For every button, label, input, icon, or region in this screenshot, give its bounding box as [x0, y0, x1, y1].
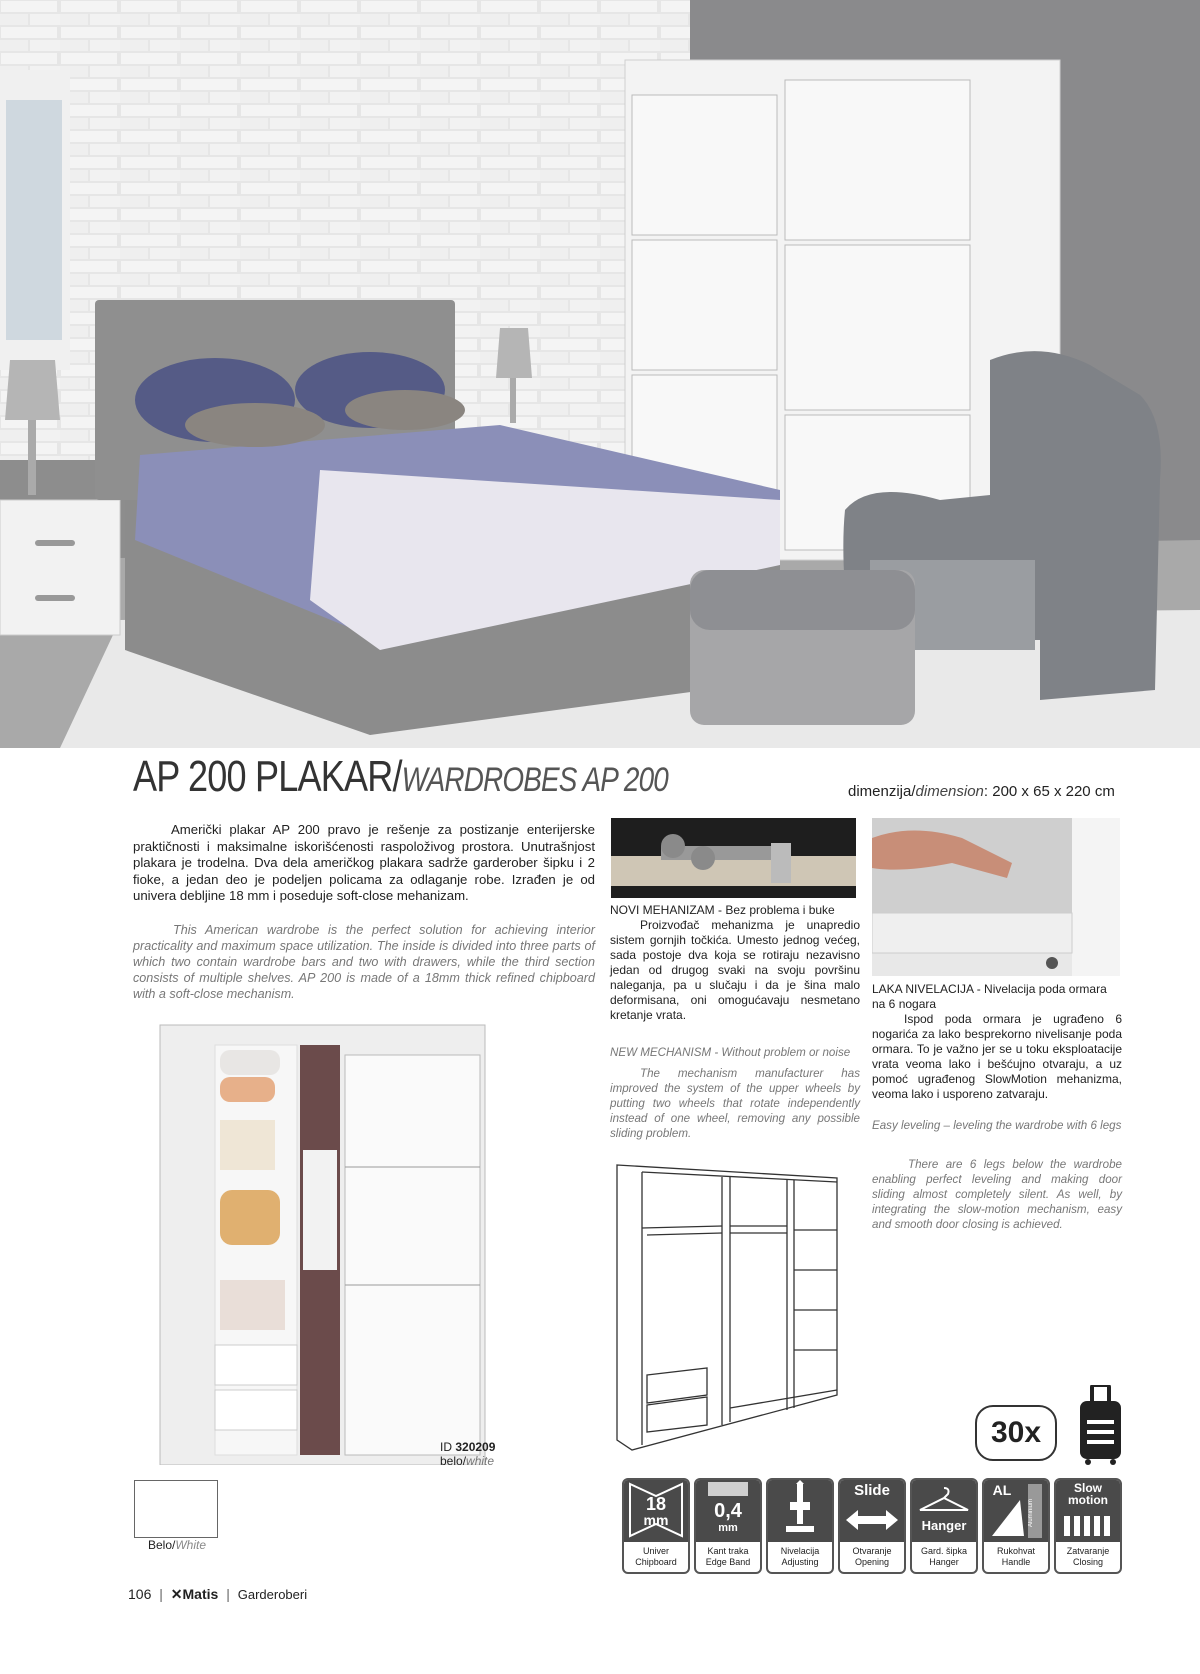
- wardrobe-illustration: [155, 1015, 490, 1465]
- page-title: [133, 752, 785, 808]
- slide-opening-label: Otvaranje Opening: [852, 1546, 892, 1567]
- dimension-label-en: dimension: [915, 783, 984, 800]
- chipboard-label: Univer Chipboard: [635, 1546, 677, 1567]
- feature-hanger: [910, 1478, 978, 1574]
- page-number: 106: [128, 1586, 152, 1602]
- hanger-icon: [912, 1480, 976, 1542]
- feature-slide-opening: [838, 1478, 906, 1574]
- edge-band-value: 0,4: [714, 1500, 742, 1522]
- dimension-value: : 200 x 65 x 220 cm: [983, 783, 1115, 800]
- suitcase-icon: [1078, 1385, 1123, 1465]
- bedroom-illustration: [0, 0, 1200, 748]
- title-sub: WARDROBES AP 200: [401, 761, 668, 799]
- feature-chipboard: [622, 1478, 690, 1574]
- slow-motion-label: Zatvaranje Closing: [1066, 1546, 1110, 1567]
- leveling-text-en: There are 6 legs below the wardrobe enabling perfect leveling and making door sliding almost completely silent. As well, by integrating the slow-motion mechanism, easy and smooth door closing is achieved.: [872, 1158, 1122, 1231]
- leveling-title-en: Easy leveling – leveling the wardrobe with 6 legs: [872, 1119, 1122, 1132]
- hero-bedroom-photo: [0, 0, 1200, 748]
- chipboard-unit: mm: [643, 1512, 669, 1528]
- warranty-30x-badge: 30x: [975, 1405, 1057, 1461]
- slide-opening-icon: [840, 1480, 904, 1542]
- title-main: AP 200 PLAKAR/: [133, 752, 402, 801]
- feature-adjusting: [766, 1478, 834, 1574]
- intro-text-sr: Američki plakar AP 200 pravo je rešenje za postizanje enterijerske praktičnosti i maksimalne iskorišćenosti raspoloživog prostora. Unutrašnjost plakara je trodelna. Dva dela američkog plakara sadrže garderober šipku i 2 fioke, a jedan deo je podeljen policama za odlaganje robe. Izrađen je od univera debljine 18 mm i poseduje soft-close mehanizam.: [133, 822, 595, 903]
- edge-band-unit: mm: [718, 1522, 738, 1534]
- product-color-label: belo/: [440, 1454, 467, 1468]
- section-name: Garderoberi: [237, 1587, 308, 1602]
- wardrobe-product-photo: [155, 1015, 490, 1465]
- mechanism-text-en: The mechanism manufacturer has improved the system of the upper wheels by putting two wheels that rotate independently instead of one wheel, removing any possible sliding problem.: [610, 1067, 860, 1140]
- mechanism-title-en: NEW MECHANISM - Without problem or noise: [610, 1046, 851, 1059]
- swatch-label: [148, 1538, 206, 1552]
- leveling-illustration: [872, 818, 1120, 976]
- mechanism-title-sr: NOVI MEHANIZAM - Bez problema i buke: [610, 903, 835, 917]
- handle-label: Rukohvat Handle: [996, 1546, 1036, 1567]
- color-swatch-white: [134, 1480, 218, 1538]
- edge-band-icon: [696, 1480, 760, 1542]
- product-color: [440, 1454, 494, 1468]
- edge-band-label: Kant traka Edge Band: [705, 1546, 751, 1567]
- technical-drawing-svg: [612, 1160, 847, 1460]
- hanger-text: Hanger: [921, 1518, 967, 1533]
- suitcase-svg: [1078, 1385, 1123, 1465]
- product-color-en: white: [466, 1454, 495, 1468]
- motion-text: motion: [1068, 1493, 1108, 1507]
- brand-logo: ✕Matis: [170, 1586, 219, 1602]
- mechanism-illustration: [611, 818, 856, 898]
- swatch-name-en: White: [175, 1538, 207, 1552]
- feature-handle: [982, 1478, 1050, 1574]
- product-id-label: ID: [440, 1440, 456, 1454]
- mechanism-photo: [611, 818, 856, 898]
- chipboard-value: 18: [645, 1494, 667, 1514]
- leveling-title-sr: LAKA NIVELACIJA - Nivelacija poda ormara na 6 nogara: [872, 982, 1107, 1011]
- swatch-name: Belo/: [148, 1538, 176, 1552]
- feature-edge-band: [694, 1478, 762, 1574]
- product-id: [440, 1440, 495, 1454]
- dimension-label: dimenzija/: [848, 783, 916, 800]
- al-text: AL: [992, 1482, 1012, 1498]
- slow-text: Slow: [1073, 1481, 1102, 1495]
- slide-text: Slide: [854, 1482, 890, 1499]
- adjusting-label: Nivelacija Adjusting: [780, 1546, 820, 1567]
- slow-motion-icon: [1056, 1480, 1120, 1542]
- leveling-photo: [872, 818, 1120, 976]
- intro-text-en: This American wardrobe is the perfect solution for achieving interior practicality and maximum space utilization. The inside is divided into three parts of which two contain wardrobe bars and two with drawers, while the third section consists of multiple shelves. AP 200 is made of a 18mm thick refined chipboard with a soft-close mechanism.: [133, 923, 595, 1001]
- hanger-label: Gard. šipka Hanger: [920, 1546, 968, 1567]
- product-id-value: 320209: [455, 1440, 496, 1454]
- aluminium-text: Aluminium: [1028, 1499, 1034, 1528]
- dimension-line: [848, 783, 1115, 800]
- chipboard-18mm-icon: [624, 1480, 688, 1542]
- feature-slow-motion: [1054, 1478, 1122, 1574]
- leveling-text-sr: Ispod poda ormara je ugrađeno 6 nogarića za lako besprekorno nivelisanje poda ormara. To je važno jer se u toku eksploatacije vrata veoma lako i bešćujno otvaraju, a uz pomoć ugrađenog SlowMotion mehanizma, veoma lako i usporeno zatvaraju.: [872, 1012, 1122, 1101]
- page-footer: 106 | ✕Matis | Garderoberi: [128, 1586, 308, 1602]
- mechanism-text-sr: Proizvođač mehanizma je unapredio sistem gornjih točkića. Umesto jednog većeg, sada postoje dva koja se rotiraju nezavisno jedan od drugog svaki na svoju površinu naleganja, pa u slučaju i da je šina malo deformisana, oni omogućavaju nesmetano kretanje vrata.: [610, 918, 860, 1022]
- adjusting-leg-icon: [768, 1480, 832, 1542]
- wardrobe-technical-drawing: [612, 1160, 847, 1460]
- aluminium-handle-icon: [984, 1480, 1048, 1542]
